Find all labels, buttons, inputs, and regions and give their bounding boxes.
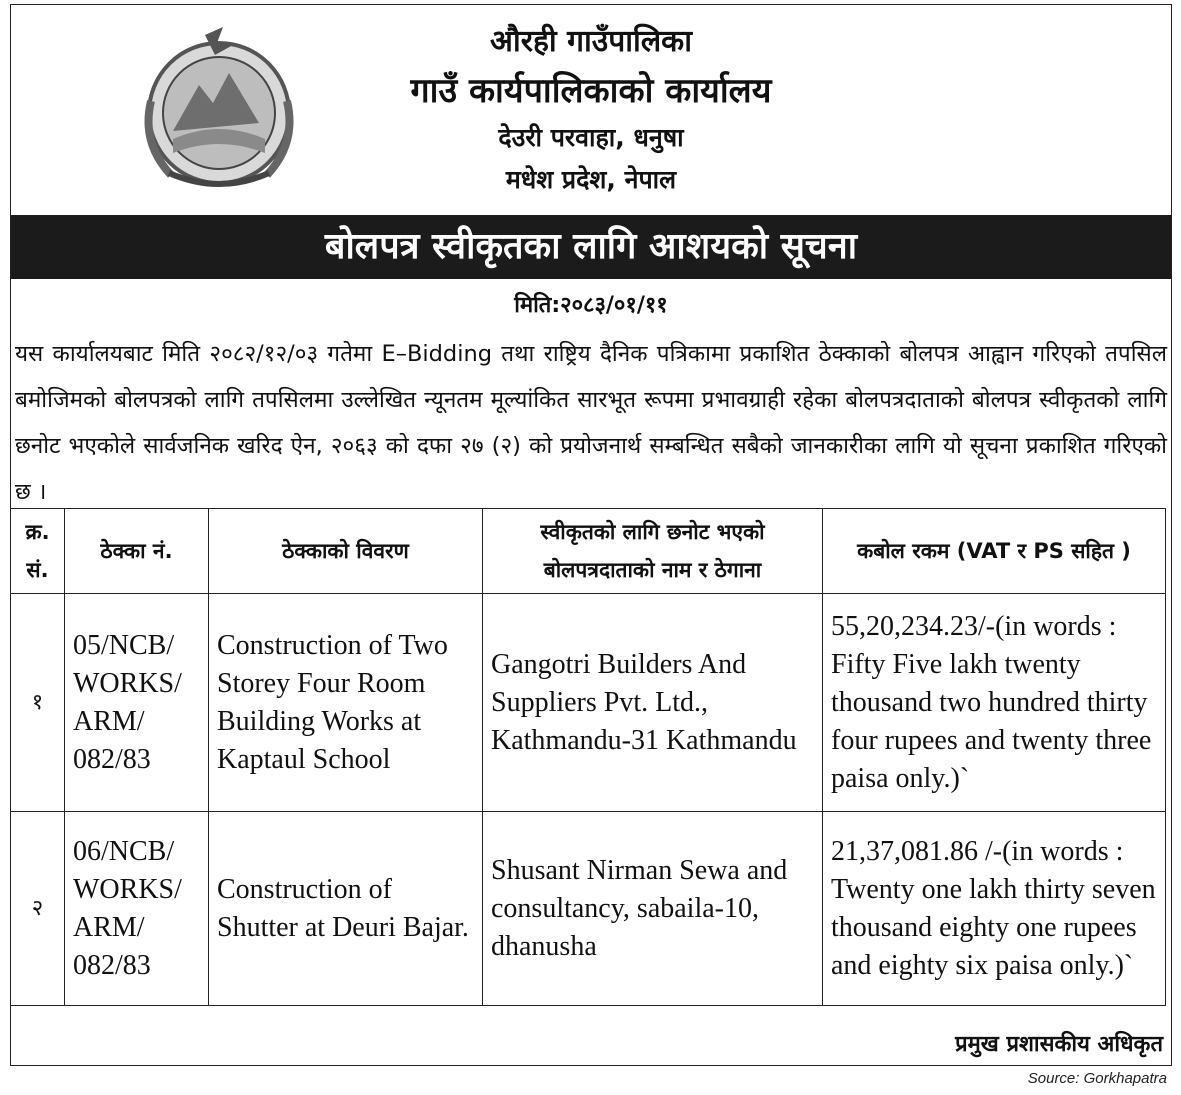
notice-date: मिति:२०८३/०१/११ [514,293,668,318]
office-address: देउरी परवाहा, धनुषा [498,123,684,152]
cell-contract: 05/NCB/ WORKS/ ARM/ 082/83 [65,594,209,812]
cell-bidder: Shusant Nirman Sewa and consultancy, sabaila-10, dhanusha [483,812,823,1006]
cell-contract: 06/NCB/ WORKS/ ARM/ 082/83 [65,812,209,1006]
office-header [11,19,1171,201]
col-header-bidder: स्वीकृतको लागि छनोट भएको बोलपत्रदाताको नाम र ठेगाना [483,509,823,594]
table-row [11,812,1166,1006]
col-header-contract: ठेक्का नं. [65,509,209,594]
col-header-sn: क्र. सं. [11,509,65,594]
notice-frame [10,4,1172,1066]
notice-title-banner: बोलपत्र स्वीकृतका लागि आशयको सूचना [11,215,1171,279]
cell-sn: १ [11,594,65,812]
cell-bidder: Gangotri Builders And Suppliers Pvt. Ltd., Kathmandu-31 Kathmandu [483,594,823,812]
col-header-description: ठेक्काको विवरण [209,509,483,594]
office-province: मधेश प्रदेश, नेपाल [505,165,677,194]
cell-amount: 21,37,081.86 /-(in words : Twenty one lakh thirty seven thousand eighty one rupees and eighty six paisa only.)` [823,812,1166,1006]
signatory-title: प्रमुख प्रशासकीय अधिकृत [955,1032,1163,1057]
cell-description: Construction of Shutter at Deuri Bajar. [209,812,483,1006]
col-header-amount: कबोल रकम (VAT र PS सहित ) [823,509,1166,594]
municipality-name: औरही गाउँपालिका [490,24,692,59]
cell-description: Construction of Two Storey Four Room Building Works at Kaptaul School [209,594,483,812]
bid-table [10,508,1166,1006]
office-name: गाउँ कार्यपालिकाको कार्यालय [410,71,772,111]
source-credit: Source: Gorkhapatra [1027,1070,1167,1087]
cell-sn: २ [11,812,65,1006]
table-row [11,594,1166,812]
cell-amount: 55,20,234.23/-(in words : Fifty Five lakh twenty thousand two hundred thirty four rupees and twenty three paisa only.)` [823,594,1166,812]
notice-body: यस कार्यालयबाट मिति २०८२/१२/०३ गतेमा E–Bidding तथा राष्ट्रिय दैनिक पत्रिकामा प्रकाशित ठेक्काको बोलपत्र आह्वान गरिएको तपसिल बमोजिमको बोलपत्रको लागि तपसिलमा उल्लेखित न्यूनतम मूल्यांकित सारभूत रूपमा प्रभावग्राही रहेका बोलपत्रदाताको बोलपत्र स्वीकृतको लागि छनोट भएकोले सार्वजनिक खरिद ऐन, २०६३ को दफा २७ (२) को प्रयोजनार्थ सम्बन्धित सबैको जानकारीका लागि यो सूचना प्रकाशित गरिएको छ । [15,341,1167,505]
table-header-row [11,509,1166,594]
